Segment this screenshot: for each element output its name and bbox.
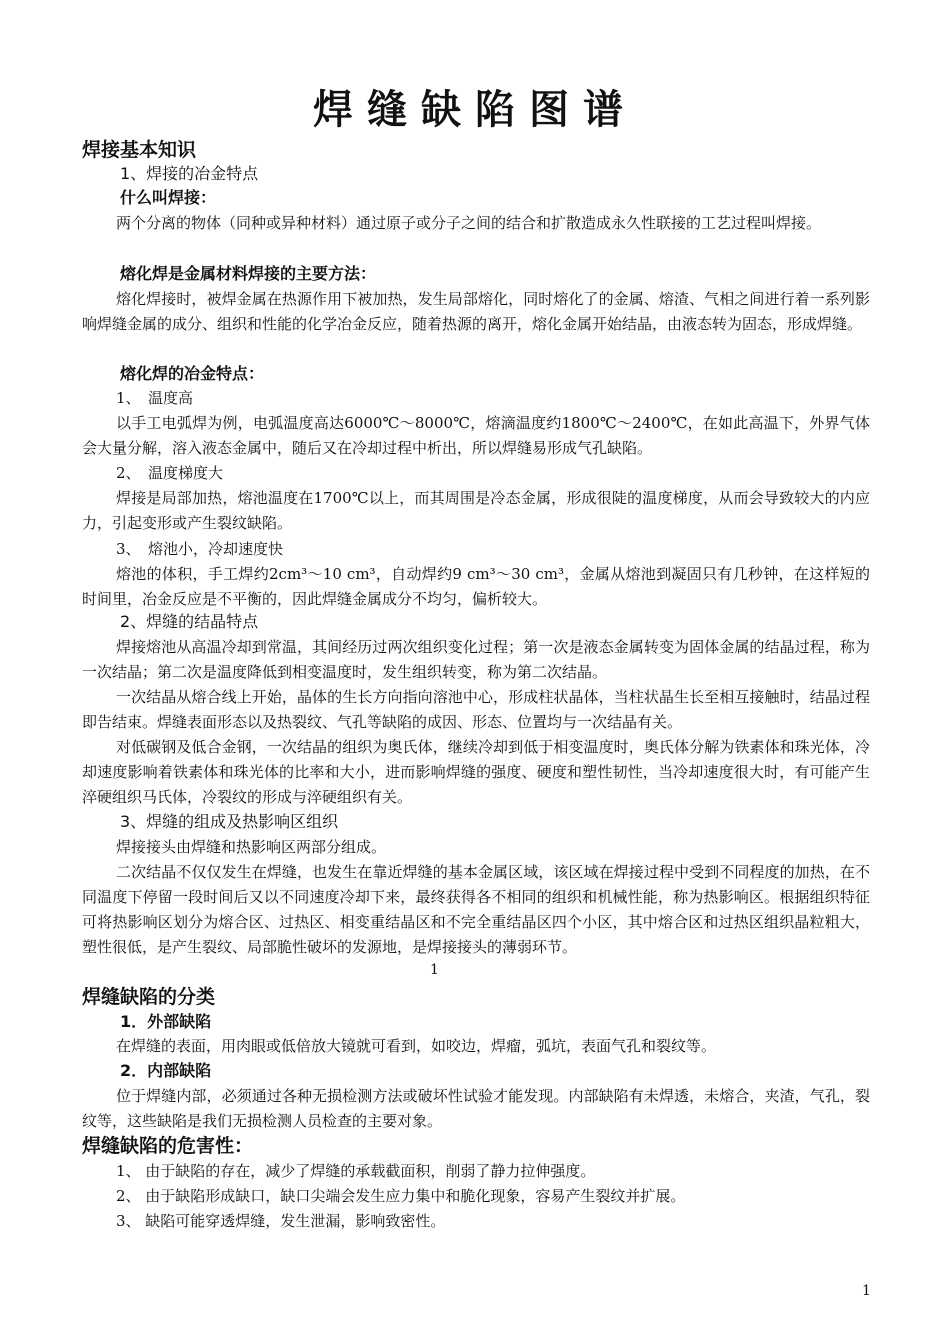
question-fusion-metallurgy: 熔化焊的冶金特点： bbox=[120, 364, 265, 383]
list-item-high-temperature: 1、 温度高 bbox=[116, 389, 194, 407]
list-item-small-pool: 3、 熔池小，冷却速度快 bbox=[116, 540, 284, 558]
question-fusion-welding: 熔化焊是金属材料焊接的主要方法： bbox=[120, 264, 377, 283]
subheading-haz: 3、焊缝的组成及热影响区组织 bbox=[120, 812, 339, 831]
paragraph-welding-definition: 两个分离的物体（同种或异种材料）通过原子或分子之间的结合和扩散造成永久性联接的工艺过程叫焊接。 bbox=[116, 214, 822, 232]
paragraph-haz: 二次结晶不仅仅发生在焊缝，也发生在靠近焊缝的基本金属区域，该区域在焊接过程中受到不同程度的加热，在不同温度下停留一段时间后又以不同速度冷却下来，最终获得各不相同的组织和机械性能，称为热影响区。根据组织特征可将热影响区划分为熔合区、过热区、相变重结晶区和不完全重结晶区四个小区，其中熔合区和过热区组织晶粒粗大，塑性很低，是产生裂纹、局部脆性破坏的发源地，是焊接接头的薄弱环节。 bbox=[82, 863, 870, 956]
subheading-internal-defects: 2．内部缺陷 bbox=[120, 1061, 212, 1080]
page-number: 1 bbox=[862, 1283, 871, 1299]
document-title: 焊缝缺陷图谱 bbox=[313, 87, 637, 133]
paragraph-crystallization-1: 焊接熔池从高温冷却到常温，其间经历过两次组织变化过程；第一次是液态金属转变为固体金属的结晶过程，称为一次结晶；第二次是温度降低到相变温度时，发生组织转变，称为第二次结晶。 bbox=[82, 638, 870, 681]
list-item-hazard-1: 1、 由于缺陷的存在，减少了焊缝的承载截面积，削弱了静力拉伸强度。 bbox=[116, 1162, 596, 1180]
question-what-is-welding: 什么叫焊接： bbox=[120, 188, 217, 207]
inner-page-number: 1 bbox=[430, 962, 439, 978]
list-item-temperature-gradient: 2、 温度梯度大 bbox=[116, 464, 224, 482]
section-heading-classification: 焊缝缺陷的分类 bbox=[82, 986, 216, 1008]
paragraph-temperature-gradient: 焊接是局部加热，熔池温度在1700℃以上，而其周围是冷态金属，形成很陡的温度梯度，从而会导致较大的内应力，引起变形或产生裂纹缺陷。 bbox=[82, 489, 870, 532]
paragraph-crystallization-2: 一次结晶从熔合线上开始，晶体的生长方向指向溶池中心，形成柱状晶体，当柱状晶生长至相互接触时，结晶过程即告结束。焊缝表面形态以及热裂纹、气孔等缺陷的成因、形态、位置均与一次结晶有关。 bbox=[82, 688, 870, 731]
paragraph-high-temperature: 以手工电弧焊为例，电弧温度高达6000℃～8000℃，熔滴温度约1800℃～2400℃，在如此高温下，外界气体会大量分解，溶入液态金属中，随后又在冷却过程中析出，所以焊缝易形成气孔缺陷。 bbox=[82, 414, 870, 457]
list-item-hazard-3: 3、 缺陷可能穿透焊缝，发生泄漏，影响致密性。 bbox=[116, 1212, 446, 1230]
paragraph-external-defects: 在焊缝的表面，用肉眼或低倍放大镜就可看到，如咬边，焊瘤，弧坑，表面气孔和裂纹等。 bbox=[116, 1037, 717, 1055]
section-heading-hazards: 焊缝缺陷的危害性： bbox=[82, 1135, 254, 1157]
paragraph-joint-composition: 焊接接头由焊缝和热影响区两部分组成。 bbox=[116, 838, 387, 856]
paragraph-crystallization-3: 对低碳钢及低合金钢，一次结晶的组织为奥氏体，继续冷却到低于相变温度时，奥氏体分解为铁素体和珠光体，冷却速度影响着铁素体和珠光体的比率和大小，进而影响焊缝的强度、硬度和塑性韧性，当冷却速度很大时，有可能产生淬硬组织马氏体，冷裂纹的形成与淬硬组织有关。 bbox=[82, 738, 870, 806]
paragraph-fusion-welding: 熔化焊接时，被焊金属在热源作用下被加热，发生局部熔化，同时熔化了的金属、熔渣、气相之间进行着一系列影响焊缝金属的成分、组织和性能的化学冶金反应，随着热源的离开，熔化金属开始结晶，由液态转为固态，形成焊缝。 bbox=[82, 290, 870, 333]
subheading-crystallization: 2、焊缝的结晶特点 bbox=[120, 612, 259, 631]
subheading-metallurgy: 1、焊接的冶金特点 bbox=[120, 164, 259, 183]
section-heading-basics: 焊接基本知识 bbox=[82, 139, 197, 161]
paragraph-small-pool: 熔池的体积，手工焊约2cm³～10 cm³，自动焊约9 cm³～30 cm³，金属从熔池到凝固只有几秒钟，在这样短的时间里，冶金反应是不平衡的，因此焊缝金属成分不均匀，偏析较大。 bbox=[82, 565, 870, 608]
subheading-external-defects: 1．外部缺陷 bbox=[120, 1012, 212, 1031]
paragraph-internal-defects: 位于焊缝内部，必须通过各种无损检测方法或破坏性试验才能发现。内部缺陷有未焊透，未熔合，夹渣，气孔，裂纹等，这些缺陷是我们无损检测人员检查的主要对象。 bbox=[82, 1087, 870, 1130]
list-item-hazard-2: 2、 由于缺陷形成缺口，缺口尖端会发生应力集中和脆化现象，容易产生裂纹并扩展。 bbox=[116, 1187, 686, 1205]
